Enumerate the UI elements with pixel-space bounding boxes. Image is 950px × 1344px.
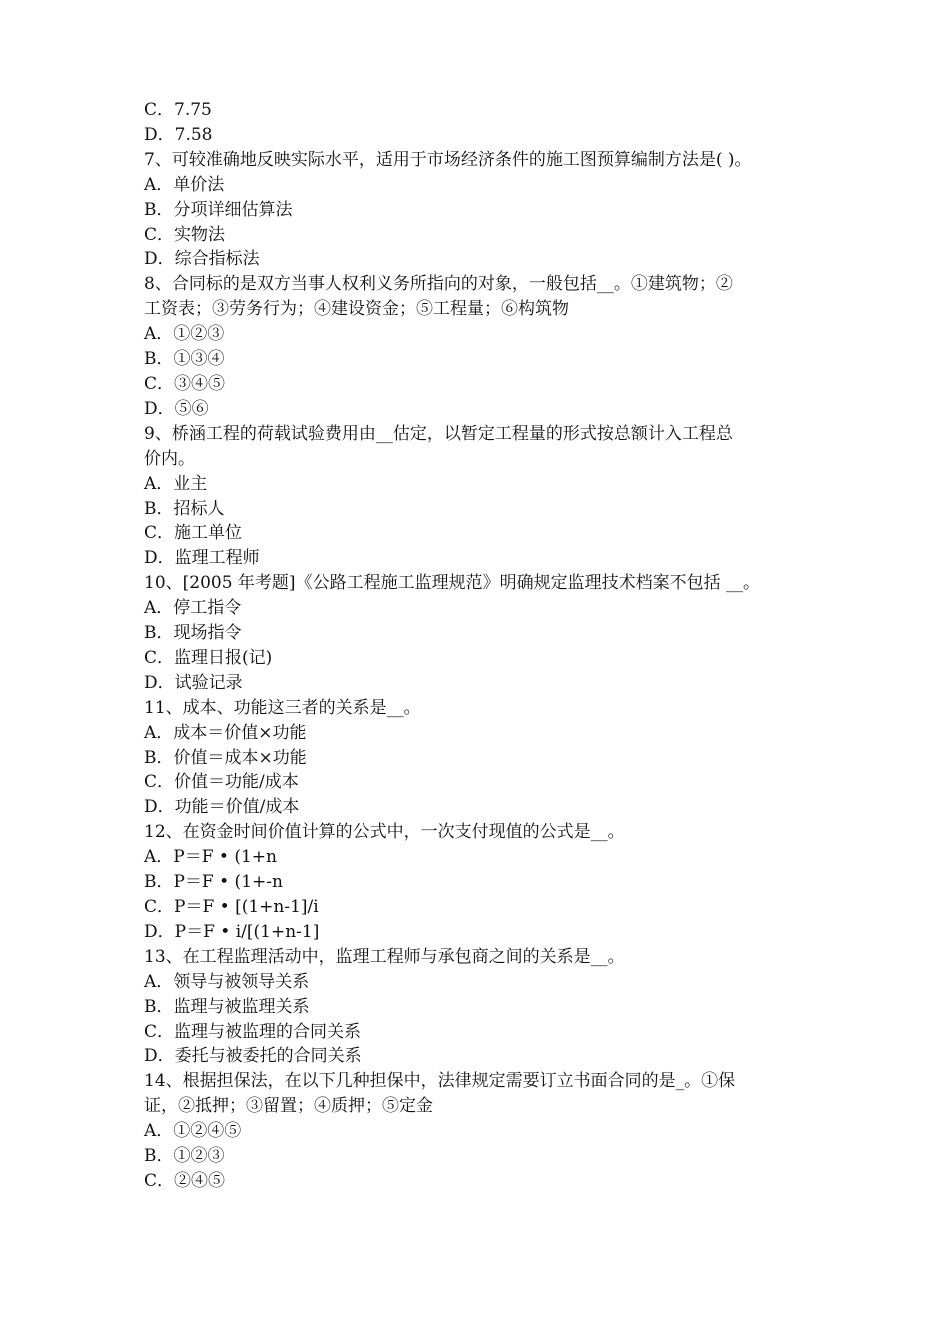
q7-option-a: A．单价法 — [144, 174, 225, 195]
question-13: 13、在工程监理活动中，监理工程师与承包商之间的关系是__。 — [144, 946, 625, 967]
question-8-line-2: 工资表；③劳务行为；④建设资金；⑤工程量；⑥构筑物 — [144, 299, 569, 320]
q7-option-b: B．分项详细估算法 — [144, 199, 293, 220]
q9-option-a: A．业主 — [144, 473, 208, 494]
question-12: 12、在资金时间价值计算的公式中，一次支付现值的公式是__。 — [144, 822, 625, 843]
option-c-7-75: C．7.75 — [144, 100, 212, 120]
q8-option-c: C．③④⑤ — [144, 373, 226, 394]
q9-option-c: C．施工单位 — [144, 523, 243, 544]
q12-option-c: C．P＝F • [(1+n-1]/i — [144, 897, 319, 917]
q14-option-a: A．①②④⑤ — [144, 1121, 242, 1142]
document-page — [144, 98, 810, 1194]
question-7: 7、可较准确地反映实际水平，适用于市场经济条件的施工图预算编制方法是( )。 — [144, 149, 752, 170]
question-8-line-1: 8、合同标的是双方当事人权利义务所指向的对象，一般包括__。①建筑物；② — [144, 274, 733, 295]
q12-option-d: D．P＝F • i/[(1+n-1] — [144, 921, 320, 942]
q7-option-d: D．综合指标法 — [144, 249, 260, 270]
q13-option-c: C．监理与被监理的合同关系 — [144, 1021, 362, 1042]
q8-option-a: A．①②③ — [144, 324, 225, 345]
question-14-line-2: 证，②抵押；③留置；④质押；⑤定金 — [144, 1096, 433, 1117]
q12-option-a: A．P＝F • (1+n — [144, 847, 277, 868]
option-d-7-58: D．7.58 — [144, 124, 213, 145]
q12-option-b: B．P＝F • (1+-n — [144, 872, 283, 893]
q11-option-a: A．成本＝价值×功能 — [144, 722, 307, 743]
q13-option-a: A．领导与被领导关系 — [144, 971, 310, 992]
q8-option-d: D．⑤⑥ — [144, 398, 209, 419]
q9-option-d: D．监理工程师 — [144, 548, 260, 569]
q11-option-b: B．价值＝成本×功能 — [144, 747, 307, 768]
q11-option-d: D．功能＝价值/成本 — [144, 797, 300, 818]
q11-option-c: C．价值＝功能/成本 — [144, 772, 299, 793]
q9-option-b: B．招标人 — [144, 498, 225, 519]
q13-option-b: B．监理与被监理关系 — [144, 996, 310, 1017]
question-14-line-1: 14、根据担保法，在以下几种担保中，法律规定需要订立书面合同的是_。①保 — [144, 1071, 736, 1092]
question-9-line-1: 9、桥涵工程的荷载试验费用由__估定，以暂定工程量的形式按总额计入工程总 — [144, 423, 733, 444]
q13-option-d: D．委托与被委托的合同关系 — [144, 1046, 362, 1067]
question-11: 11、成本、功能这三者的关系是__。 — [144, 697, 421, 718]
q8-option-b: B．①③④ — [144, 349, 225, 370]
q10-option-a: A．停工指令 — [144, 598, 242, 619]
q14-option-b: B．①②③ — [144, 1146, 225, 1167]
q14-option-c: C．②④⑤ — [144, 1170, 226, 1191]
question-9-line-2: 价内。 — [144, 448, 195, 469]
q10-option-b: B．现场指令 — [144, 623, 242, 644]
q7-option-c: C．实物法 — [144, 224, 226, 245]
question-10: 10、[2005 年考题]《公路工程施工监理规范》明确规定监理技术档案不包括 __。 — [144, 573, 760, 594]
q10-option-d: D．试验记录 — [144, 672, 243, 693]
q10-option-c: C．监理日报(记) — [144, 647, 273, 668]
